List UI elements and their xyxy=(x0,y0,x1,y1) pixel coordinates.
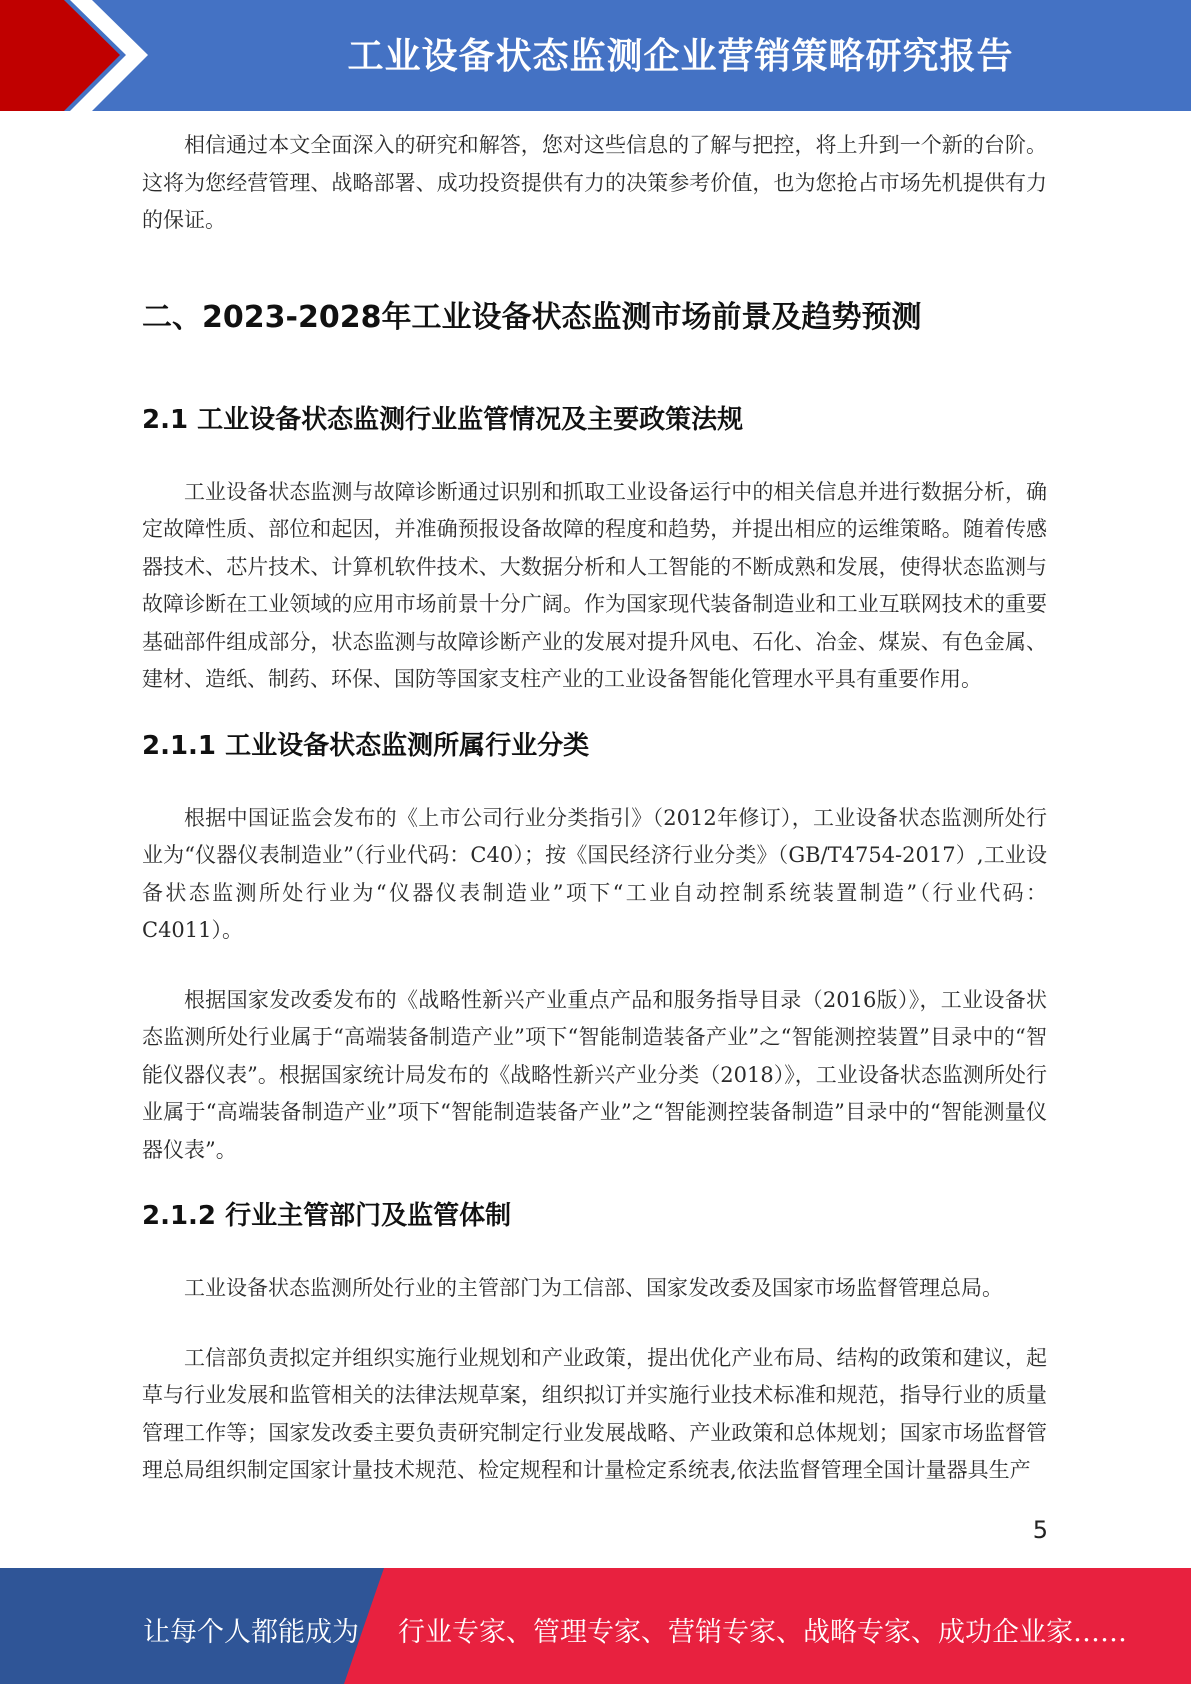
section-2-1-2-paragraph-1: 工业设备状态监测所处行业的主管部门为工信部、国家发改委及国家市场监督管理总局。 xyxy=(184,1276,1003,1300)
section-2-1-2-heading: 2.1.2 行业主管部门及监管体制 xyxy=(142,1201,512,1231)
section-2-1-paragraph: 工业设备状态监测与故障诊断通过识别和抓取工业设备运行中的相关信息并进行数据分析，确定故障性质、部位和起因，并准确预报设备故障的程度和趋势，并提出相应的运维策略。随着传感器技术、芯片技术、计算机软件技术、大数据分析和人工智能的不断成熟和发展，使得状态监测与故障诊断在工业领域的应用市场前景十分广阔。作为国家现代装备制造业和工业互联网技术的重要基础部件组成部分，状态监测与故障诊断产业的发展对提升风电、石化、冶金、煤炭、有色金属、建材、造纸、制药、环保、国防等国家支柱产业的工业设备智能化管理水平具有重要作用。 xyxy=(142,479,1047,691)
page-content xyxy=(142,127,1047,1490)
report-title: 工业设备状态监测企业营销策略研究报告 xyxy=(347,36,1014,77)
chevron-icon xyxy=(0,0,160,111)
section-2-1-2-paragraph-2: 工信部负责拟定并组织实施行业规划和产业政策，提出优化产业布局、结构的政策和建议，起草与行业发展和监管相关的法律法规草案，组织拟订并实施行业技术标准和规范，指导行业的质量管理工作等；国家发改委主要负责研究制定行业发展战略、产业政策和总体规划；国家市场监督管理总局组织制定国家计量技术规范、检定规程和计量检定系统表,依法监督管理全国计量器具生产 xyxy=(142,1345,1047,1482)
footer-band xyxy=(0,1568,1191,1684)
header-band xyxy=(0,0,1191,111)
section-2-1-1-paragraph-2: 根据国家发改委发布的《战略性新兴产业重点产品和服务指导目录（2016版）》，工业设备状态监测所处行业属于“高端装备制造产业”项下“智能制造装备产业”之“智能测控装置”目录中的“智能仪器仪表”。根据国家统计局发布的《战略性新兴产业分类（2018）》，工业设备状态监测所处行业属于“高端装备制造产业”项下“智能制造装备产业”之“智能测控装备制造”目录中的“智能测量仪器仪表”。 xyxy=(142,987,1047,1162)
section-2-1-heading: 2.1 工业设备状态监测行业监管情况及主要政策法规 xyxy=(142,404,744,435)
section-2-heading: 二、2023-2028年工业设备状态监测市场前景及趋势预测 xyxy=(142,299,922,335)
intro-paragraph: 相信通过本文全面深入的研究和解答，您对这些信息的了解与把控，将上升到一个新的台阶。这将为您经营管理、战略部署、成功投资提供有力的决策参考价值，也为您抢占市场先机提供有力的保证。 xyxy=(142,133,1047,232)
page-number: 5 xyxy=(1032,1516,1048,1544)
section-2-1-1-paragraph-1: 根据中国证监会发布的《上市公司行业分类指引》（2012年修订），工业设备状态监测所处行业为“仪器仪表制造业”（行业代码：C40）；按《国民经济行业分类》（GB/T4754-2017）,工业设备状态监测所处行业为“仪器仪表制造业”项下“工业自动控制系统装置制造”（行业代码：C4011）。 xyxy=(142,805,1047,942)
footer-slogan-right: 行业专家、管理专家、营销专家、战略专家、成功企业家…… xyxy=(398,1617,1127,1648)
footer-slogan-left: 让每个人都能成为 xyxy=(143,1617,359,1648)
section-2-1-1-heading: 2.1.1 工业设备状态监测所属行业分类 xyxy=(142,730,590,761)
